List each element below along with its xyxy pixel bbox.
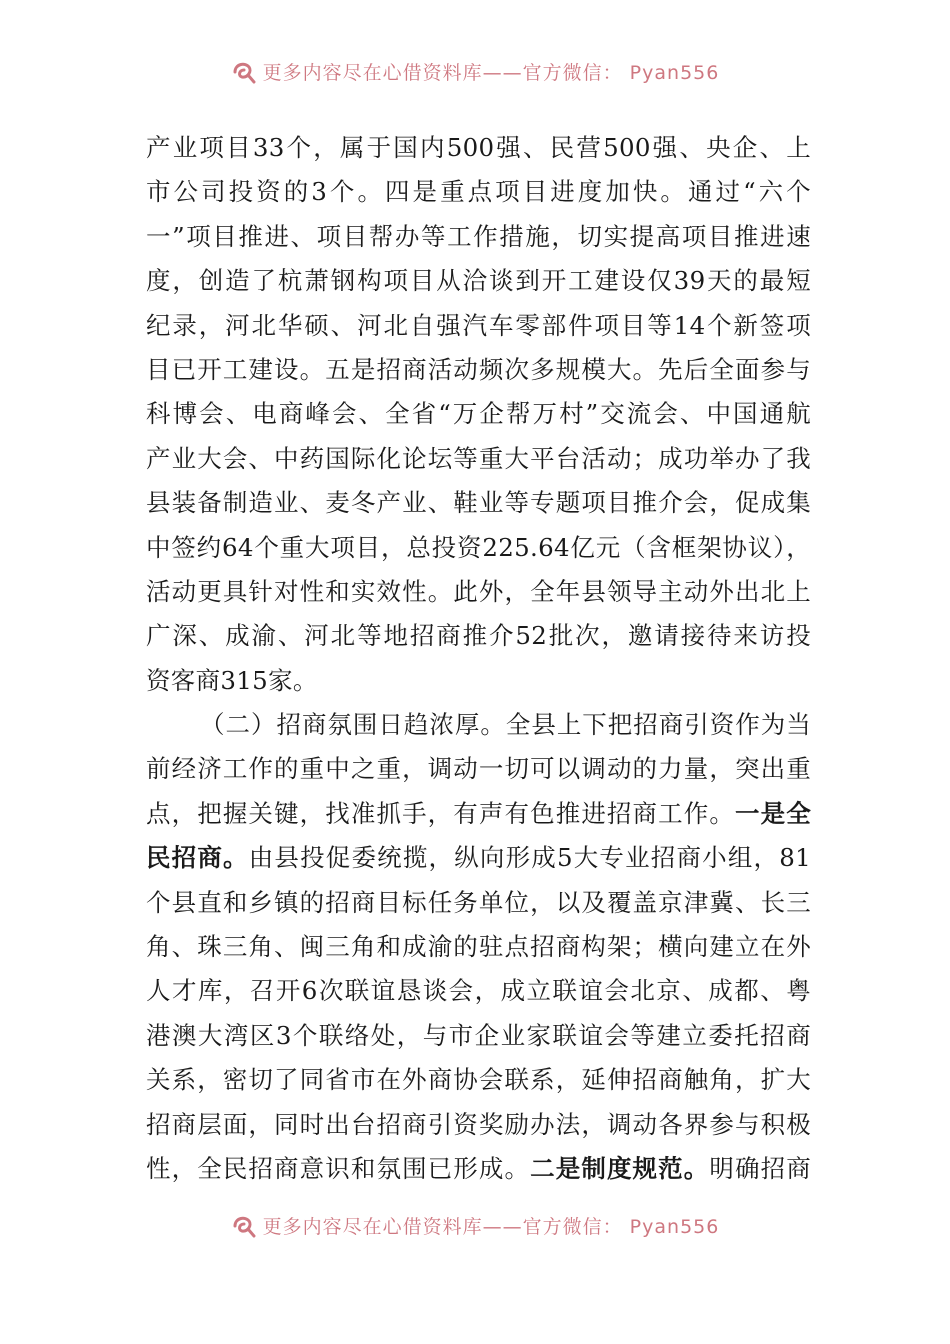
bold-heading: 二是制度规范。 [530,1153,710,1183]
text-line: 目已开工建设。五是招商活动频次多规模大。先后全面参与 [146,354,811,384]
text-line [146,1147,811,1191]
text-line: 招商层面，同时出台招商引资奖励办法，调动各界参与积极 [146,1109,811,1139]
bold-heading: 民招商。 [146,843,249,873]
text-line [146,792,811,836]
text-line: 市公司投资的3个。四是重点项目进度加快。通过“六个 [146,177,811,207]
section-heading-line: （二）招商氛围日趋浓厚。全县上下把招商引资作为当 [200,710,811,740]
brand-logo-icon [231,1212,257,1238]
bold-heading: 一是全 [734,798,811,828]
text-line: 港澳大湾区3个联络处，与市企业家联谊会等建立委托招商 [146,1020,811,1050]
text-line: 人才库，召开6次联谊恳谈会，成立联谊会北京、成都、粤 [146,976,811,1006]
brand-logo-icon [231,58,257,84]
text-line: 产业项目33个，属于国内500强、民营500强、央企、上 [146,133,811,162]
watermark-text: 更多内容尽在心借资料库——官方微信： Pyan556 [262,1215,720,1238]
text-line: 纪录，河北华硕、河北自强汽车零部件项目等14个新签项 [146,310,811,340]
text-line: 县装备制造业、麦冬产业、鞋业等专题项目推介会，促成集 [146,488,811,518]
text-line: 度，创造了杭萧钢构项目从洽谈到开工建设仅39天的最短 [146,266,811,296]
watermark-text: 更多内容尽在心借资料库——官方微信： Pyan556 [262,61,720,84]
text-line: 中签约64个重大项目，总投资225.64亿元（含框架协议）， [146,532,811,562]
document-body [146,126,811,1191]
text-line: 广深、成渝、河北等地招商推介52批次，邀请接待来访投 [146,621,811,651]
text-span: 由县投促委统揽，纵向形成5大专业招商小组，81 [248,843,811,873]
watermark-header [0,54,950,88]
text-line: 关系，密切了同省市在外商协会联系，延伸招商触角，扩大 [146,1065,811,1095]
text-line: 一”项目推进、项目帮办等工作措施，切实提高项目推进速 [146,221,811,251]
text-line [146,836,811,880]
text-line: 前经济工作的重中之重，调动一切可以调动的力量，突出重 [146,754,811,784]
text-span: 性，全民招商意识和氛围已形成。 [146,1153,531,1183]
text-span: 点，把握关键，找准抓手，有声有色推进招商工作。 [146,798,735,828]
text-line: 个县直和乡镇的招商目标任务单位，以及覆盖京津冀、长三 [146,887,811,917]
text-line: 资客商315家。 [146,665,318,695]
text-line: 产业大会、中药国际化论坛等重大平台活动；成功举办了我 [146,443,811,473]
text-span: 明确招商 [709,1153,812,1183]
watermark-footer [0,1208,950,1242]
text-line: 科博会、电商峰会、全省“万企帮万村”交流会、中国通航 [146,399,811,429]
text-line: 角、珠三角、闽三角和成渝的驻点招商构架；横向建立在外 [146,932,811,962]
text-line: 活动更具针对性和实效性。此外，全年县领导主动外出北上 [146,576,811,606]
